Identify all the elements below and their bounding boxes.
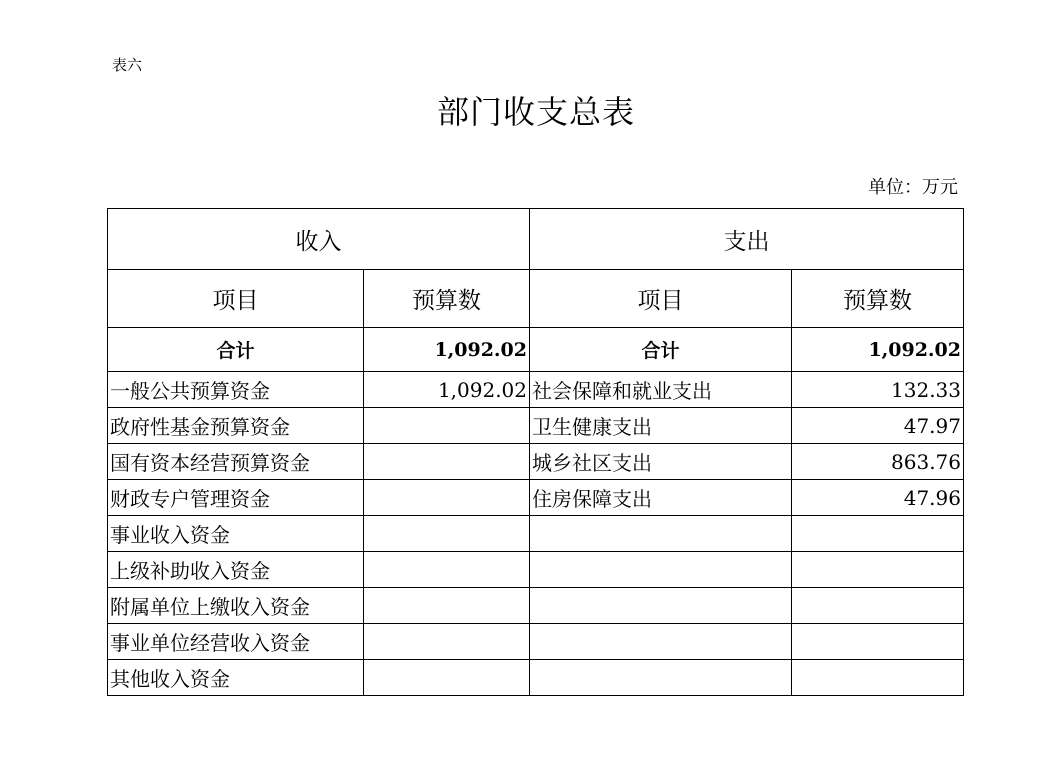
expense-total-label: 合计 — [530, 328, 792, 372]
income-amount-cell — [364, 552, 530, 588]
income-amount-cell — [364, 444, 530, 480]
income-item-cell: 其他收入资金 — [108, 660, 364, 696]
table-row — [108, 588, 964, 624]
group-header-row — [108, 209, 964, 270]
expense-total-amount: 1,092.02 — [792, 328, 964, 372]
income-item-cell: 事业单位经营收入资金 — [108, 624, 364, 660]
expense-item-cell — [530, 552, 792, 588]
expense-amount-cell: 132.33 — [792, 372, 964, 408]
document-title: 部门收支总表 — [436, 93, 635, 131]
expense-amount-cell: 47.97 — [792, 408, 964, 444]
income-item-cell: 上级补助收入资金 — [108, 552, 364, 588]
income-item-cell: 事业收入资金 — [108, 516, 364, 552]
income-group-header: 收入 — [108, 209, 530, 270]
expense-item-cell: 卫生健康支出 — [530, 408, 792, 444]
income-amount-cell: 1,092.02 — [364, 372, 530, 408]
income-item-cell: 一般公共预算资金 — [108, 372, 364, 408]
income-amount-header: 预算数 — [364, 270, 530, 328]
expense-amount-cell — [792, 588, 964, 624]
expense-item-cell — [530, 624, 792, 660]
column-header-row — [108, 270, 964, 328]
table-label: 表六 — [112, 56, 143, 74]
table-row — [108, 624, 964, 660]
income-amount-cell — [364, 588, 530, 624]
expense-item-header: 项目 — [530, 270, 792, 328]
income-expense-table — [107, 208, 964, 696]
table-row — [108, 480, 964, 516]
income-amount-cell — [364, 624, 530, 660]
expense-item-cell — [530, 588, 792, 624]
table-row — [108, 552, 964, 588]
income-total-label: 合计 — [108, 328, 364, 372]
expense-item-cell — [530, 660, 792, 696]
expense-amount-cell — [792, 660, 964, 696]
table-row — [108, 444, 964, 480]
expense-amount-cell — [792, 552, 964, 588]
income-amount-cell — [364, 516, 530, 552]
expense-amount-header: 预算数 — [792, 270, 964, 328]
income-total-amount: 1,092.02 — [364, 328, 530, 372]
expense-group-header: 支出 — [530, 209, 964, 270]
income-amount-cell — [364, 480, 530, 516]
expense-amount-cell — [792, 624, 964, 660]
table-row — [108, 660, 964, 696]
expense-item-cell: 社会保障和就业支出 — [530, 372, 792, 408]
total-row — [108, 328, 964, 372]
expense-amount-cell: 47.96 — [792, 480, 964, 516]
income-item-cell: 附属单位上缴收入资金 — [108, 588, 364, 624]
expense-item-cell: 住房保障支出 — [530, 480, 792, 516]
table-row — [108, 408, 964, 444]
expense-amount-cell — [792, 516, 964, 552]
income-amount-cell — [364, 408, 530, 444]
unit-label: 单位：万元 — [868, 177, 958, 198]
income-item-cell: 国有资本经营预算资金 — [108, 444, 364, 480]
expense-item-cell: 城乡社区支出 — [530, 444, 792, 480]
expense-item-cell — [530, 516, 792, 552]
income-item-header: 项目 — [108, 270, 364, 328]
table-row — [108, 372, 964, 408]
income-item-cell: 政府性基金预算资金 — [108, 408, 364, 444]
income-item-cell: 财政专户管理资金 — [108, 480, 364, 516]
expense-amount-cell: 863.76 — [792, 444, 964, 480]
income-amount-cell — [364, 660, 530, 696]
table-row — [108, 516, 964, 552]
